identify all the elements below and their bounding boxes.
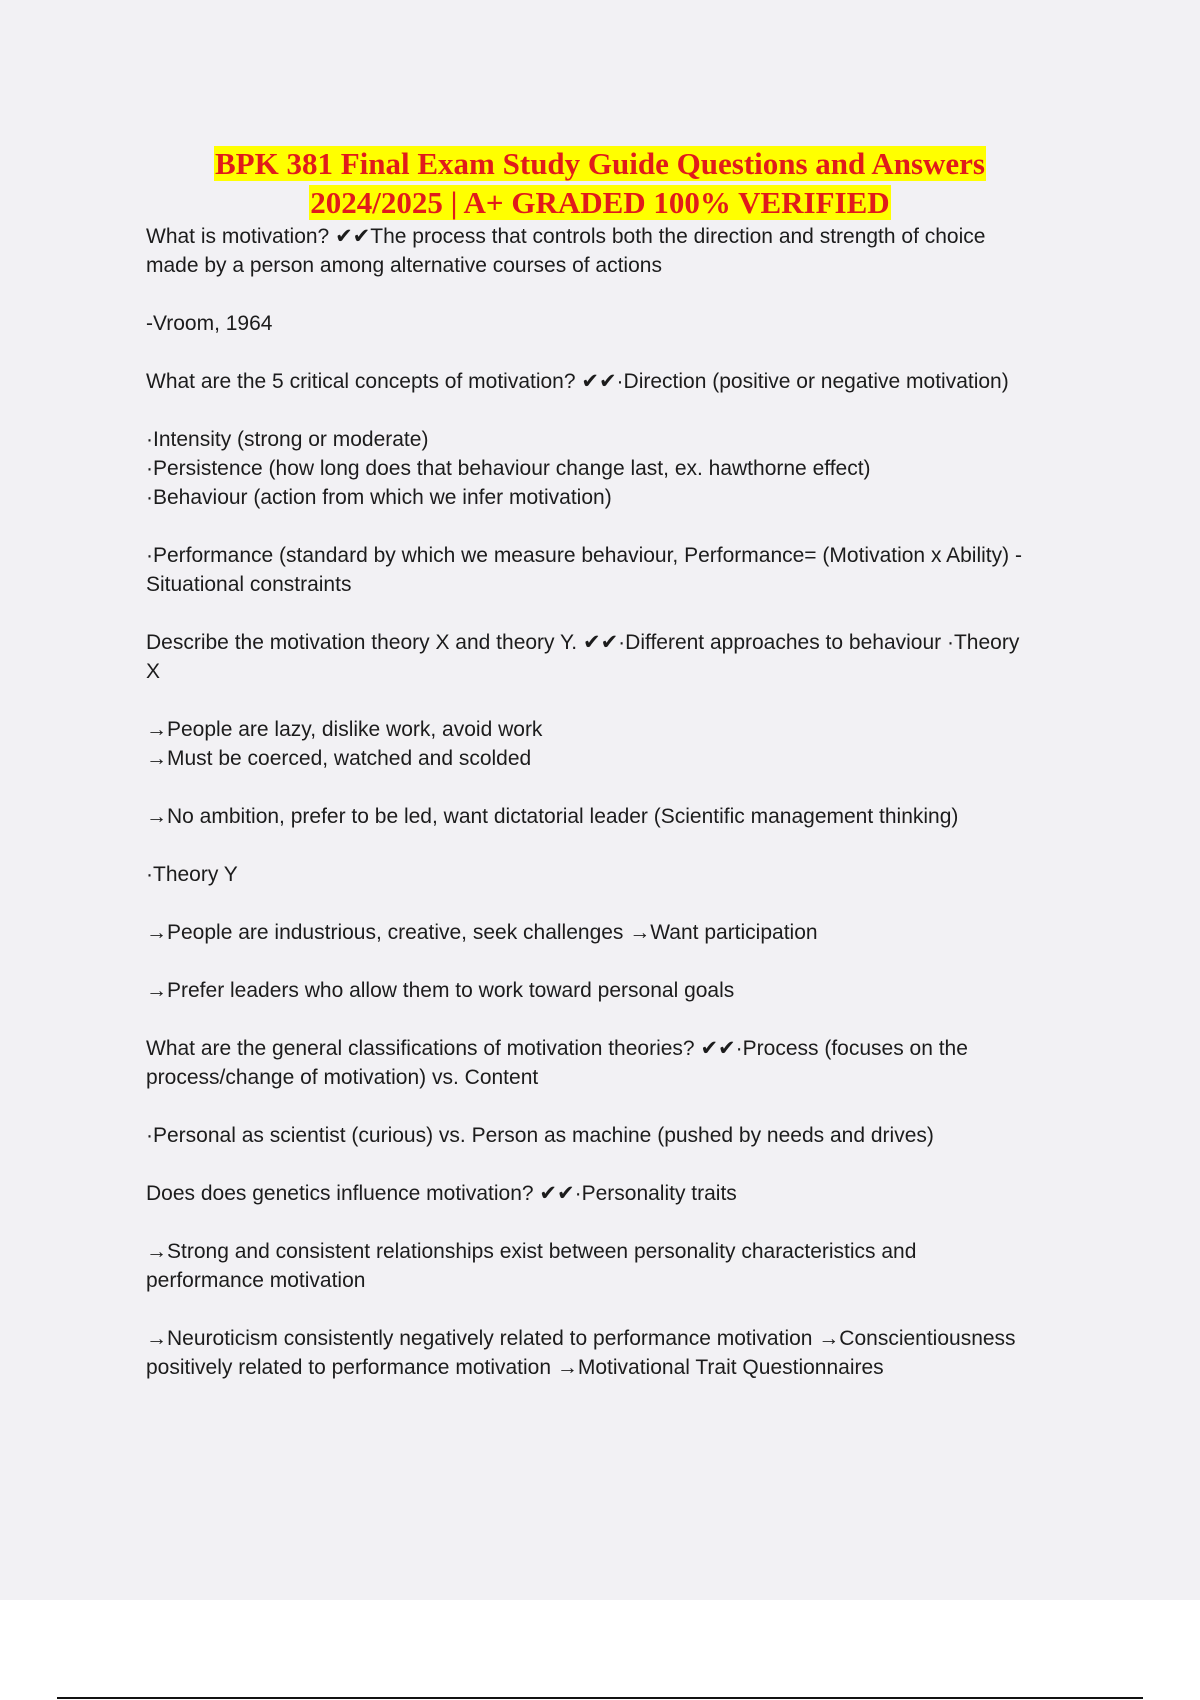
- paragraph-performance: ·Performance (standard by which we measure behaviour, Performance= (Motivation x Ability) - Situational constraints: [146, 544, 1022, 596]
- paragraph-theory-x-points: →People are lazy, dislike work, avoid work →Must be coerced, watched and scolded: [146, 718, 543, 770]
- document-title: [0, 144, 1200, 222]
- paragraph-scientist-vs-machine: ·Personal as scientist (curious) vs. Person as machine (pushed by needs and drives): [146, 1124, 934, 1147]
- title-line-1: BPK 381 Final Exam Study Guide Questions and Answers: [215, 146, 985, 181]
- paragraph-theory-xy-question: Describe the motivation theory X and theory Y. ✔✔·Different approaches to behaviour ·Theory X: [146, 631, 1020, 683]
- paragraph-critical-concepts-question: What are the 5 critical concepts of motivation? ✔✔·Direction (positive or negative motivation): [146, 370, 1009, 393]
- paragraph-classifications-question: What are the general classifications of motivation theories? ✔✔·Process (focuses on the process/change of motivation) vs. Content: [146, 1037, 968, 1089]
- paragraph-neuroticism: →Neuroticism consistently negatively related to performance motivation →Conscientiousness positively related to performance motivation →Motivational Trait Questionnaires: [146, 1327, 1016, 1379]
- title-line-2: 2024/2025 | A+ GRADED 100% VERIFIED: [310, 185, 890, 220]
- paragraph-personality-relationships: →Strong and consistent relationships exist between personality characteristics and performance motivation: [146, 1240, 917, 1292]
- paragraph-motivation-definition: What is motivation? ✔✔The process that controls both the direction and strength of choice made by a person among alternative courses of actions: [146, 225, 986, 277]
- paragraph-genetics-question: Does does genetics influence motivation? ✔✔·Personality traits: [146, 1182, 737, 1205]
- paragraph-critical-concepts-list: ·Intensity (strong or moderate) ·Persistence (how long does that behaviour change last, ex. hawthorne effect) ·Behaviour (action from which we infer motivation): [146, 428, 871, 509]
- paragraph-industrious: →People are industrious, creative, seek challenges →Want participation: [146, 921, 818, 944]
- page-bottom-divider: [57, 1697, 1143, 1699]
- document-body: [146, 222, 1086, 1411]
- paragraph-prefer-leaders: →Prefer leaders who allow them to work toward personal goals: [146, 979, 735, 1002]
- paragraph-theory-y: ·Theory Y: [146, 863, 238, 886]
- paragraph-no-ambition: →No ambition, prefer to be led, want dictatorial leader (Scientific management thinking): [146, 805, 959, 828]
- paragraph-citation: -Vroom, 1964: [146, 312, 273, 335]
